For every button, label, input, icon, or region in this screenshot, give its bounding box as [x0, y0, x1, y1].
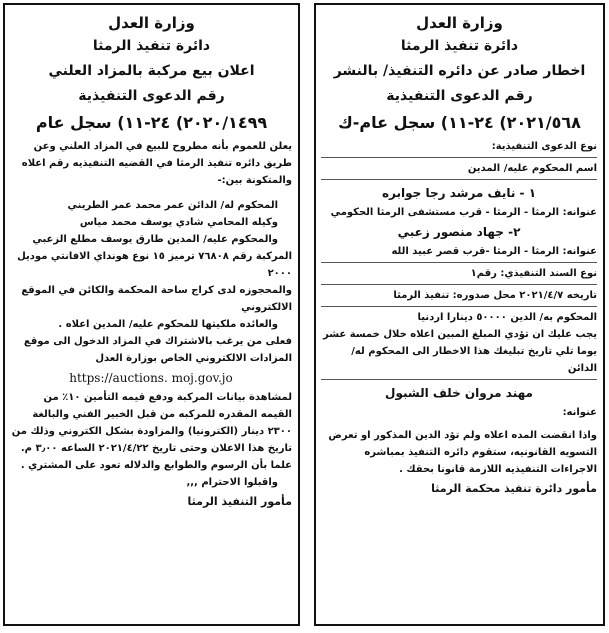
- defendant-label: اسم المحكوم عليه/ المدين: [467, 163, 597, 174]
- divider: [321, 179, 597, 180]
- issue-date: تاريخه ٢٠٢١/٤/٧ محل صدوره: تنفيذ الرمثا: [393, 290, 597, 301]
- case-number: ٢٠٢١/٥٦٨) ٢٤-١١) سجل عام-ك: [338, 113, 581, 132]
- deed-type: نوع السند التنفيذي: رقم١: [470, 268, 597, 279]
- auction-url[interactable]: https://auctions. moj.gov.jo: [69, 371, 233, 385]
- party1-address: عنوانه: الرمثا - الرمثا - قرب مستشفى الرمثا الحكومي: [330, 207, 597, 218]
- regards: واقبلوا الاحترام ,,,: [186, 477, 278, 488]
- warning-text: واذا انقضت المده اعلاه ولم تؤد الدين المذكور او تعرض التسويه القانونيه، ستقوم دائره التنفيذ بمباشره الاجراءات التنفيذيه اللازمة قانونا بحقك .: [328, 430, 597, 475]
- notification-notice: [314, 3, 605, 626]
- debtor: والمحكوم عليه/ المدين طارق يوسف مطلع الزعبي: [32, 234, 278, 245]
- vehicle-details: المركبة رقم ٧٦٨٠٨ ترميز ١٥ نوع هونداي الافانتي موديل ٢٠٠٠: [17, 251, 292, 279]
- notice-title: اخطار صادر عن دائره التنفيذ/ بالنشر: [333, 63, 586, 79]
- case-number: ٢٠٢٠/١٤٩٩) ٢٤-١١) سجل عام: [35, 113, 268, 132]
- debt-amount: المحكوم به/ الدين ٥٠٠٠٠ دينارا اردنيا: [417, 312, 597, 323]
- payment-demand: يجب عليك ان تؤدي المبلغ المبين اعلاه خلال خمسة عشر يوما تلي تاريخ تبليغك هذا الاخطار الى المحكوم له/ الدائن: [322, 329, 597, 374]
- party2-name: ٢- جهاد منصور زعبي: [397, 225, 521, 239]
- notice-body: [5, 138, 298, 513]
- divider: [321, 262, 597, 263]
- creditor: المحكوم له/ الدائن عمر محمد عمر الطريني: [67, 200, 278, 211]
- notice-title: اعلان بيع مركبة بالمزاد العلني: [48, 63, 255, 79]
- signature: مأمور التنفيذ الرمثا: [187, 495, 292, 508]
- fees-note: علما بأن الرسوم والطوابع والدلاله تعود على المشتري .: [20, 460, 292, 471]
- divider: [321, 284, 597, 285]
- party2-address: عنوانه: الرمثا - الرمثا -قرب قصر عبيد الله: [391, 246, 597, 257]
- case-type: نوع الدعوى التنفيذية:: [491, 141, 597, 152]
- signature: مأمور دائرة تنفيذ محكمة الرمثا: [431, 482, 597, 495]
- official-name: مهند مروان خلف الشبول: [385, 386, 533, 400]
- department-heading: دائرة تنفيذ الرمثا: [400, 38, 519, 54]
- case-label: رقم الدعوى التنفيذية: [78, 88, 225, 104]
- participation: فعلى من يرغب بالاشتراك في المزاد الدخول الى موقع المزادات الالكتروني الخاص بوزارة العدل: [23, 336, 292, 364]
- notice-body: [316, 138, 603, 500]
- department-heading: دائرة تنفيذ الرمثا: [92, 38, 211, 54]
- divider: [321, 306, 597, 307]
- case-label: رقم الدعوى التنفيذية: [386, 88, 533, 104]
- auction-details: لمشاهدة بيانات المركبة ودفع قيمه التأمين ١٠٪ من القيمه المقدره للمركبه من قبل الخبير الفني والبالغة ٢٣٠٠ دينار (الكترونيا) والمزاودة بشكل الكتروني وذلك من تاريخ هذا الاعلان وحتى تاريخ ٢٠٢١/٤/٢٢ الساعه ٣٫٠٠ م.: [11, 392, 292, 454]
- divider: [321, 379, 597, 380]
- auction-notice: [3, 3, 300, 626]
- party1-name: ١ - نايف مرشد رجا جوابره: [381, 186, 537, 200]
- ministry-heading: وزارة العدل: [416, 14, 503, 32]
- ownership: والعائده ملكيتها للمحكوم عليه/ المدين اعلاه .: [58, 319, 278, 330]
- official-address: عنوانه:: [562, 407, 597, 418]
- ministry-heading: وزارة العدل: [108, 14, 195, 32]
- lawyer: وكيله المحامي شادي يوسف محمد مياس: [79, 217, 278, 228]
- seized-location: والمحجوزه لدى كراج ساحة المحكمة والكائن في الموقع الالكتروني: [21, 285, 292, 313]
- intro-text: يعلن للعموم بأنه مطروح للبيع في المزاد العلني وعن طريق دائره تنفيذ الرمثا في القضيه التنفيذيه رقم اعلاه والمتكونة بين:-: [21, 141, 292, 186]
- divider: [321, 157, 597, 158]
